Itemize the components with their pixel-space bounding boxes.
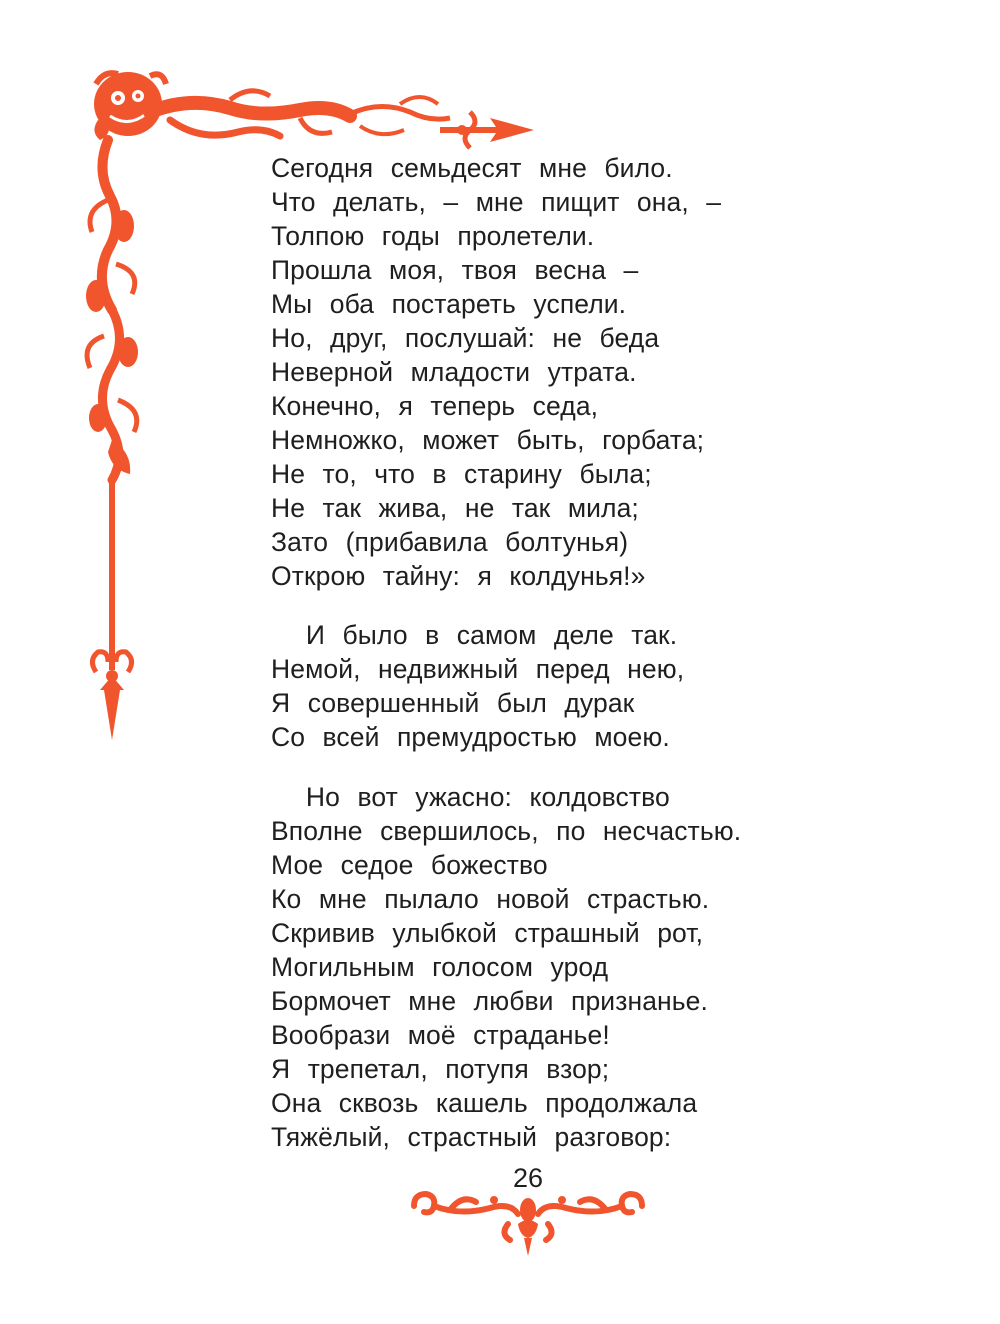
poem-line: Мое седое божество bbox=[271, 850, 548, 880]
poem-line: Неверной младости утрата. bbox=[271, 357, 637, 387]
poem-line: Немножко, может быть, горбата; bbox=[271, 425, 705, 455]
poem-line: Не то, что в старину была; bbox=[271, 459, 652, 489]
stanza bbox=[271, 151, 721, 593]
poem-line: Но, друг, послушай: не беда bbox=[271, 323, 660, 353]
poem-line: Но вот ужасно: колдовство bbox=[271, 782, 670, 812]
top-bar-ornament bbox=[150, 91, 534, 148]
poem-line: Со всей премудростью моею. bbox=[271, 722, 670, 752]
poem-line: Бормочет мне любви признанье. bbox=[271, 986, 708, 1016]
poem-line: Прошла моя, твоя весна – bbox=[271, 255, 639, 285]
poem-line: Что делать, – мне пищит она, – bbox=[271, 187, 722, 217]
poem-line: И было в самом деле так. bbox=[271, 620, 678, 650]
page-number: 26 bbox=[512, 1163, 544, 1193]
poem-line: Могильным голосом урод bbox=[271, 952, 609, 982]
poem-line: Вообрази моё страданье! bbox=[271, 1020, 610, 1050]
poem-line: Тяжёлый, страстный разговор: bbox=[271, 1122, 672, 1152]
stanza bbox=[271, 618, 684, 754]
poem-line: Я трепетал, потупя взор; bbox=[271, 1054, 610, 1084]
poem-line: Толпою годы пролетели. bbox=[271, 221, 595, 251]
stanza bbox=[271, 780, 741, 1154]
poem-line: Открою тайну: я колдунья!» bbox=[271, 561, 646, 591]
poem-line: Мы оба постареть успели. bbox=[271, 289, 627, 319]
poem-line: Ко мне пылало новой страстью. bbox=[271, 884, 710, 914]
left-bar-ornament bbox=[86, 140, 138, 740]
poem-line: Зато (прибавила болтунья) bbox=[271, 527, 629, 557]
footer-ornament bbox=[410, 1180, 646, 1260]
poem-line: Конечно, я теперь седа, bbox=[271, 391, 599, 421]
poem-line: Она сквозь кашель продолжала bbox=[271, 1088, 698, 1118]
poem-line: Я совершенный был дурак bbox=[271, 688, 635, 718]
poem-line: Сегодня семьдесят мне било. bbox=[271, 153, 673, 183]
poem-line: Не так жива, не так мила; bbox=[271, 493, 639, 523]
poem-line: Немой, недвижный перед нею, bbox=[271, 654, 685, 684]
poem-line: Скривив улыбкой страшный рот, bbox=[271, 918, 704, 948]
poem-line: Вполне свершилось, по несчастью. bbox=[271, 816, 742, 846]
